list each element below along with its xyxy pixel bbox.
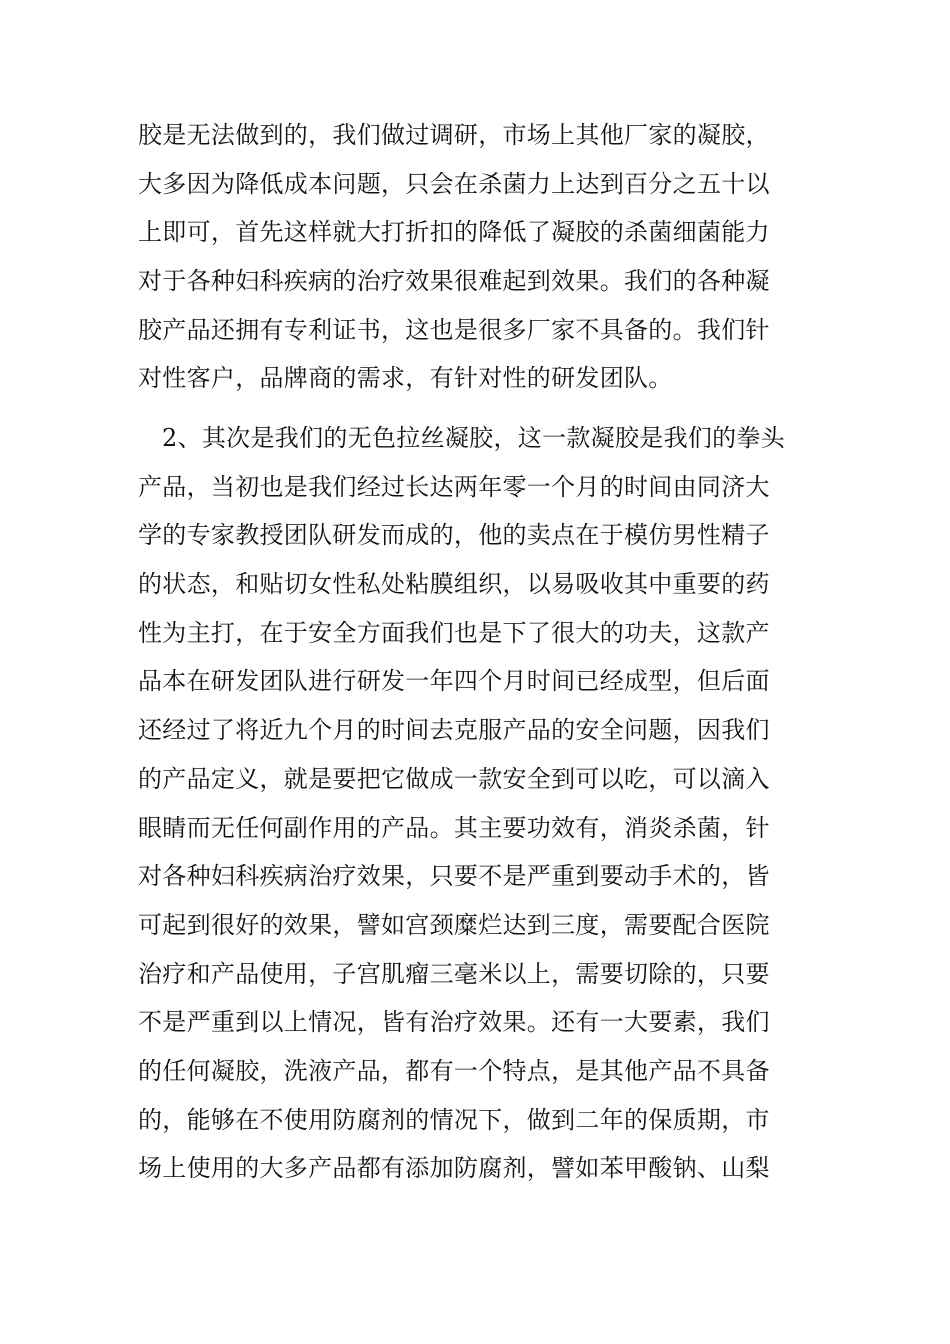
text-line: 的状态，和贴切女性私处粘膜组织，以易吸收其中重要的药 — [138, 570, 770, 599]
paragraph-2 — [138, 414, 818, 1193]
text-line: 胶产品还拥有专利证书，这也是很多厂家不具备的。我们针 — [138, 315, 770, 344]
text-line: 胶是无法做到的，我们做过调研，市场上其他厂家的凝胶， — [138, 121, 770, 149]
text-line: 场上使用的大多产品都有添加防腐剂，譬如苯甲酸钠、山梨 — [138, 1154, 770, 1183]
text-line: 上即可，首先这样就大打折扣的降低了凝胶的杀菌细菌能力 — [138, 218, 770, 247]
text-line: 不是严重到以上情况，皆有治疗效果。还有一大要素，我们 — [138, 1008, 770, 1037]
text-line: 的，能够在不使用防腐剂的情况下，做到二年的保质期，市 — [138, 1105, 770, 1134]
paragraph-1 — [138, 111, 818, 403]
text-line: 可起到很好的效果，譬如宫颈糜烂达到三度，需要配合医院 — [138, 910, 770, 939]
text-line: 品本在研发团队进行研发一年四个月时间已经成型，但后面 — [138, 667, 770, 696]
text-line: 眼睛而无任何副作用的产品。其主要功效有，消炎杀菌，针 — [138, 813, 770, 842]
text-line-first: 2、其次是我们的无色拉丝凝胶，这一款凝胶是我们的拳头 — [162, 424, 786, 452]
text-line: 的任何凝胶，洗液产品，都有一个特点，是其他产品不具备 — [138, 1056, 770, 1085]
text-line: 对于各种妇科疾病的治疗效果很难起到效果。我们的各种凝 — [138, 267, 770, 296]
text-line: 产品，当初也是我们经过长达两年零一个月的时间由同济大 — [138, 472, 770, 501]
text-line: 治疗和产品使用，子宫肌瘤三毫米以上，需要切除的，只要 — [138, 959, 770, 988]
text-line: 对性客户，品牌商的需求，有针对性的研发团队。 — [138, 364, 673, 393]
text-line: 还经过了将近九个月的时间去克服产品的安全问题，因我们 — [138, 716, 770, 745]
text-line: 学的专家教授团队研发而成的，他的卖点在于模仿男性精子 — [138, 521, 770, 550]
text-line: 的产品定义，就是要把它做成一款安全到可以吃，可以滴入 — [138, 764, 770, 793]
text-line: 对各种妇科疾病治疗效果，只要不是严重到要动手术的，皆 — [138, 862, 770, 891]
text-line: 大多因为降低成本问题，只会在杀菌力上达到百分之五十以 — [138, 169, 770, 198]
text-line: 性为主打，在于安全方面我们也是下了很大的功夫，这款产 — [138, 618, 770, 647]
